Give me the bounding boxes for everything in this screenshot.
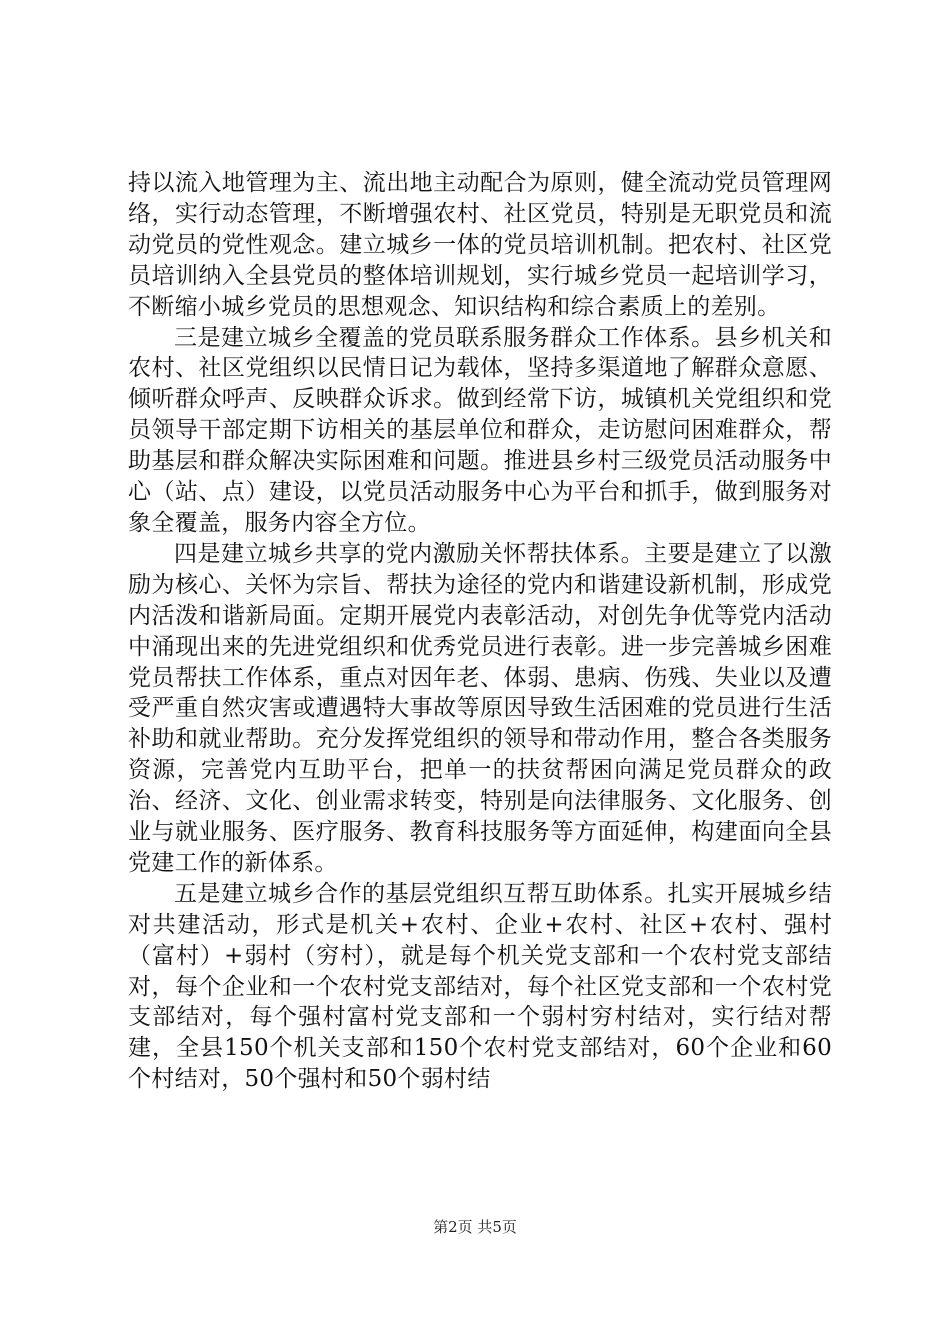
paragraph-section-four: 四是建立城乡共享的党内激励关怀帮扶体系。主要是建立了以激励为核心、关怀为宗旨、帮扶为途径的党内和谐建设新机制，形成党内活泼和谐新局面。定期开展党内表彰活动，对创先争优等党内活动中涌现出来的先进党组织和优秀党员进行表彰。进一步完善城乡困难党员帮扶工作体系，重点对因年老、体弱、患病、伤残、失业以及遭受严重自然灾害或遭遇特大事故等原因导致生活困难的党员进行生活补助和就业帮助。充分发挥党组织的领导和带动作用，整合各类服务资源，完善党内互助平台，把单一的扶贫帮困向满足党员群众的政治、经济、文化、创业需求转变，特别是向法律服务、文化服务、创业与就业服务、医疗服务、教育科技服务等方面延伸，构建面向全县党建工作的新体系。 bbox=[128, 540, 832, 876]
paragraph-section-three: 三是建立城乡全覆盖的党员联系服务群众工作体系。县乡机关和农村、社区党组织以民情日记为载体，坚持多渠道地了解群众意愿、倾听群众呼声、反映群众诉求。做到经常下访，城镇机关党组织和党员领导干部定期下访相关的基层单位和群众，走访慰问困难群众，帮助基层和群众解决实际困难和问题。推进县乡村三级党员活动服务中心（站、点）建设，以党员活动服务中心为平台和抓手，做到服务对象全覆盖，服务内容全方位。 bbox=[128, 324, 832, 536]
page-number-footer: 第2页 共5页 bbox=[433, 1218, 517, 1236]
paragraph-section-five: 五是建立城乡合作的基层党组织互帮互助体系。扎实开展城乡结对共建活动，形式是机关+农村、企业+农村、社区+农村、强村（富村）+弱村（穷村），就是每个机关党支部和一个农村党支部结对，每个企业和一个农村党支部结对，每个社区党支部和一个农村党支部结对，每个强村富村党支部和一个弱村穷村结对，实行结对帮建，全县150个机关支部和150个农村党支部结对，60个企业和60个村结对，50个强村和50个弱村结 bbox=[128, 880, 832, 1093]
paragraph-continuation: 持以流入地管理为主、流出地主动配合为原则，健全流动党员管理网络，实行动态管理，不断增强农村、社区党员，特别是无职党员和流动党员的党性观念。建立城乡一体的党员培训机制。把农村、社区党员培训纳入全县党员的整体培训规划，实行城乡党员一起培训学习，不断缩小城乡党员的思想观念、知识结构和综合素质上的差别。 bbox=[128, 170, 832, 320]
document-body bbox=[128, 168, 832, 1095]
